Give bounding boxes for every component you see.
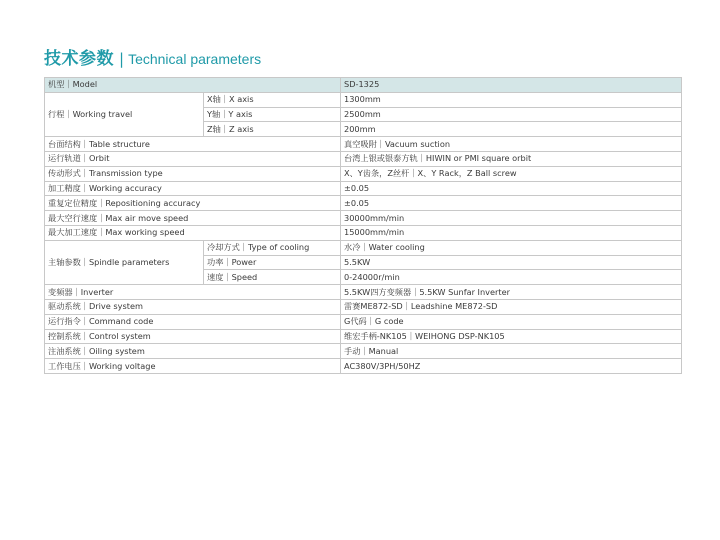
value-cell: 真空吸附｜Vacuum suction — [341, 137, 682, 152]
model-value: SD-1325 — [341, 78, 682, 93]
table-row — [45, 299, 682, 314]
row-label: 控制系统｜Control system — [45, 329, 341, 344]
row-label: 传动形式｜Transmission type — [45, 166, 341, 181]
value-cell: ±0.05 — [341, 196, 682, 211]
value-cell: X、Y齿条，Z丝杆｜X、Y Rack，Z Ball screw — [341, 166, 682, 181]
heading-english: Technical parameters — [128, 51, 262, 67]
table-row — [45, 211, 682, 226]
heading-separator: | — [119, 50, 125, 68]
value-cell: 5.5KW — [341, 255, 682, 270]
value-cell: 0-24000r/min — [341, 270, 682, 285]
value-cell: ±0.05 — [341, 181, 682, 196]
table-row — [45, 151, 682, 166]
sub-label: 冷却方式｜Type of cooling — [204, 240, 341, 255]
row-label: 工作电压｜Working voltage — [45, 359, 341, 374]
row-label: 加工精度｜Working accuracy — [45, 181, 341, 196]
table-row — [45, 225, 682, 240]
sub-label: X轴｜X axis — [204, 92, 341, 107]
table-row — [45, 166, 682, 181]
sub-label: Z轴｜Z axis — [204, 122, 341, 137]
table-row — [45, 359, 682, 374]
row-label: 重复定位精度｜Repositioning accuracy — [45, 196, 341, 211]
sub-label: 功率｜Power — [204, 255, 341, 270]
model-label: 机型｜Model — [45, 78, 341, 93]
value-cell: G代码｜G code — [341, 314, 682, 329]
value-cell: AC380V/3PH/50HZ — [341, 359, 682, 374]
table-row — [45, 329, 682, 344]
table-row — [45, 285, 682, 300]
value-cell: 200mm — [341, 122, 682, 137]
technical-parameters-table — [44, 77, 682, 374]
heading-chinese: 技术参数 — [44, 49, 114, 69]
table-row — [45, 92, 682, 107]
value-cell: 维宏手柄-NK105｜WEIHONG DSP-NK105 — [341, 329, 682, 344]
value-cell: 15000mm/min — [341, 225, 682, 240]
table-row — [45, 314, 682, 329]
row-label: 最大空行速度｜Max air move speed — [45, 211, 341, 226]
row-label: 运行指令｜Command code — [45, 314, 341, 329]
table-row — [45, 344, 682, 359]
value-cell: 雷赛ME872-SD｜Leadshine ME872-SD — [341, 299, 682, 314]
row-label: 运行轨道｜Orbit — [45, 151, 341, 166]
table-header-row — [45, 78, 682, 93]
section-heading — [44, 44, 261, 68]
sub-label: Y轴｜Y axis — [204, 107, 341, 122]
row-label: 最大加工速度｜Max working speed — [45, 225, 341, 240]
value-cell: 台湾上银或银泰方轨｜HIWIN or PMI square orbit — [341, 151, 682, 166]
working-travel-label: 行程｜Working travel — [45, 92, 204, 136]
spindle-parameters-label: 主轴参数｜Spindle parameters — [45, 240, 204, 284]
row-label: 变频器｜Inverter — [45, 285, 341, 300]
table-row — [45, 196, 682, 211]
value-cell: 1300mm — [341, 92, 682, 107]
value-cell: 2500mm — [341, 107, 682, 122]
row-label: 台面结构｜Table structure — [45, 137, 341, 152]
value-cell: 手动｜Manual — [341, 344, 682, 359]
table-row — [45, 181, 682, 196]
row-label: 注油系统｜Oiling system — [45, 344, 341, 359]
value-cell: 5.5KW四方变频器｜5.5KW Sunfar Inverter — [341, 285, 682, 300]
value-cell: 水冷｜Water cooling — [341, 240, 682, 255]
sub-label: 速度｜Speed — [204, 270, 341, 285]
value-cell: 30000mm/min — [341, 211, 682, 226]
table-row — [45, 240, 682, 255]
row-label: 驱动系统｜Drive system — [45, 299, 341, 314]
table-row — [45, 137, 682, 152]
